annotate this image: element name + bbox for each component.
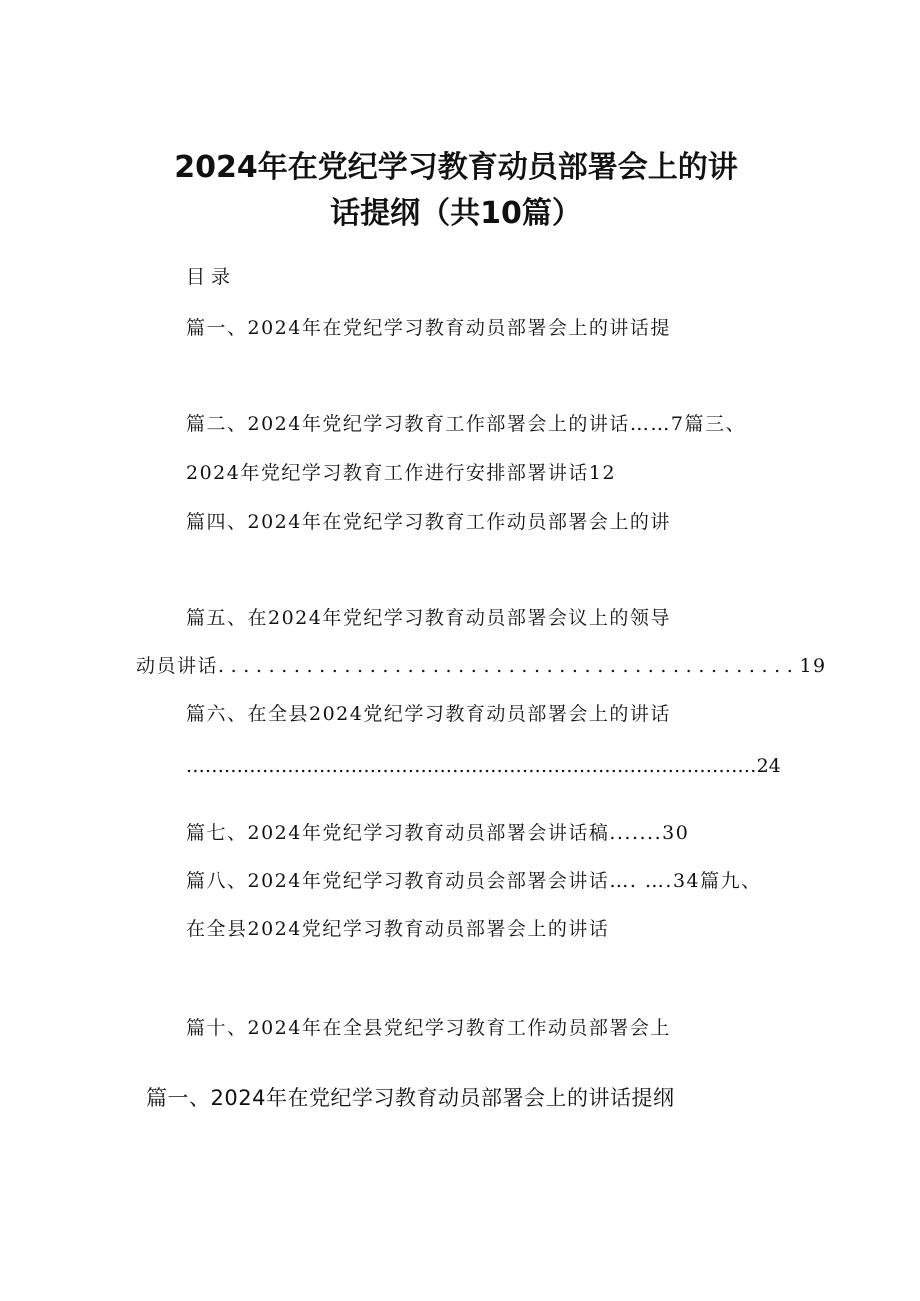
toc-entry-1: 篇一、2024年在党纪学习教育动员部署会上的讲话提 (186, 317, 671, 339)
toc-entry-5: 篇五、在2024年党纪学习教育动员部署会议上的领导 (186, 607, 671, 629)
toc-page-number: 19 (799, 655, 827, 677)
toc-entry-6-page (186, 755, 781, 777)
toc-entry-9: 在全县2024党纪学习教育动员部署会上的讲话 (186, 918, 610, 940)
document-title-line-2: 话提纲（共10篇） (330, 196, 582, 231)
toc-entry-10: 篇十、2024年在全县党纪学习教育工作动员部署会上 (186, 1017, 671, 1039)
section-heading: 篇一、2024年在党纪学习教育动员部署会上的讲话提纲 (146, 1086, 675, 1110)
toc-entry-6: 篇六、在全县2024党纪学习教育动员部署会上的讲话 (186, 703, 671, 725)
toc-entry-5-continued (136, 651, 827, 678)
document-title-line-1: 2024年在党纪学习教育动员部署会上的讲 (174, 150, 738, 185)
toc-page-number: 24 (756, 755, 781, 777)
toc-entry-8: 篇八、2024年党纪学习教育动员会部署会讲话…. ….34篇九、 (186, 870, 762, 892)
toc-leader-dots: .......................................................................................... (186, 755, 757, 777)
toc-label: 目录 (186, 266, 237, 288)
toc-entry-2: 篇二、2024年党纪学习教育工作部署会上的讲话……7篇三、 (186, 413, 746, 435)
toc-entry-text: 动员讲话 (136, 655, 219, 677)
toc-entry-4: 篇四、2024年在党纪学习教育工作动员部署会上的讲 (186, 511, 671, 533)
toc-entry-7: 篇七、2024年党纪学习教育动员部署会讲话稿.......30 (186, 822, 690, 844)
toc-leader-dots: .............................................. (218, 655, 800, 677)
toc-entry-3: 2024年党纪学习教育工作进行安排部署讲话12 (186, 462, 617, 484)
